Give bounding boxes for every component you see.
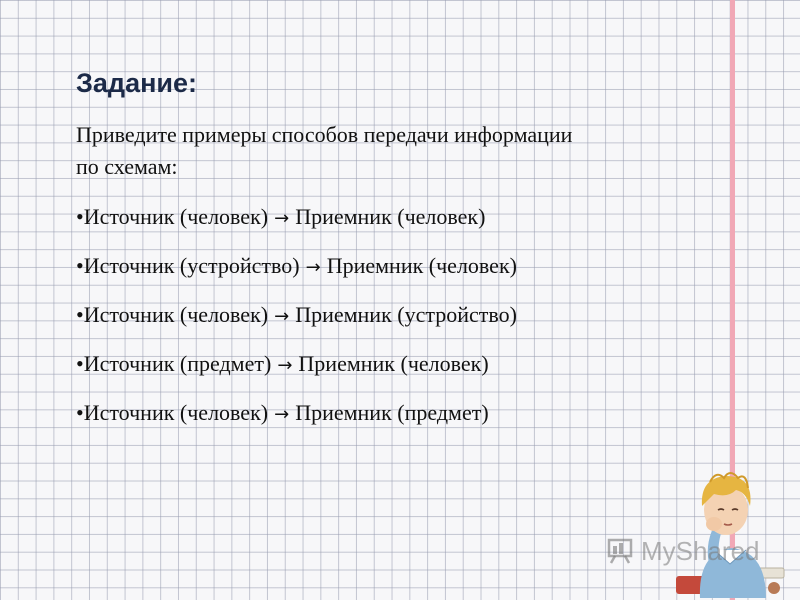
scheme-receiver: Приемник (человек) bbox=[298, 351, 489, 376]
scheme-item bbox=[76, 340, 716, 389]
watermark-text: MyShared bbox=[641, 536, 760, 566]
scheme-source: •Источник (предмет) bbox=[76, 351, 272, 376]
thinking-boy-illustration bbox=[670, 448, 792, 598]
task-description bbox=[76, 119, 716, 183]
arrow-right-icon: → bbox=[274, 208, 290, 229]
scheme-receiver: Приемник (предмет) bbox=[295, 400, 489, 425]
scheme-receiver: Приемник (устройство) bbox=[295, 302, 517, 327]
scheme-receiver: Приемник (человек) bbox=[326, 253, 517, 278]
presentation-board-icon bbox=[607, 538, 637, 564]
task-description-line-1: Приведите примеры способов передачи информации bbox=[76, 122, 573, 147]
scheme-source: •Источник (человек) bbox=[76, 302, 269, 327]
slide-content bbox=[76, 68, 716, 438]
scheme-receiver: Приемник (человек) bbox=[295, 204, 486, 229]
scheme-list bbox=[76, 193, 716, 438]
scheme-source: •Источник (человек) bbox=[76, 400, 269, 425]
arrow-right-icon: → bbox=[305, 257, 321, 278]
scheme-source: •Источник (человек) bbox=[76, 204, 269, 229]
watermark bbox=[607, 536, 760, 567]
scheme-item bbox=[76, 242, 716, 291]
scheme-item bbox=[76, 389, 716, 438]
arrow-right-icon: → bbox=[277, 355, 293, 376]
scheme-source: •Источник (устройство) bbox=[76, 253, 300, 278]
scheme-item bbox=[76, 193, 716, 242]
arrow-right-icon: → bbox=[274, 306, 290, 327]
task-description-line-2: по схемам: bbox=[76, 154, 178, 179]
scheme-item bbox=[76, 291, 716, 340]
arrow-right-icon: → bbox=[274, 404, 290, 425]
task-title: Задание: bbox=[76, 68, 197, 98]
